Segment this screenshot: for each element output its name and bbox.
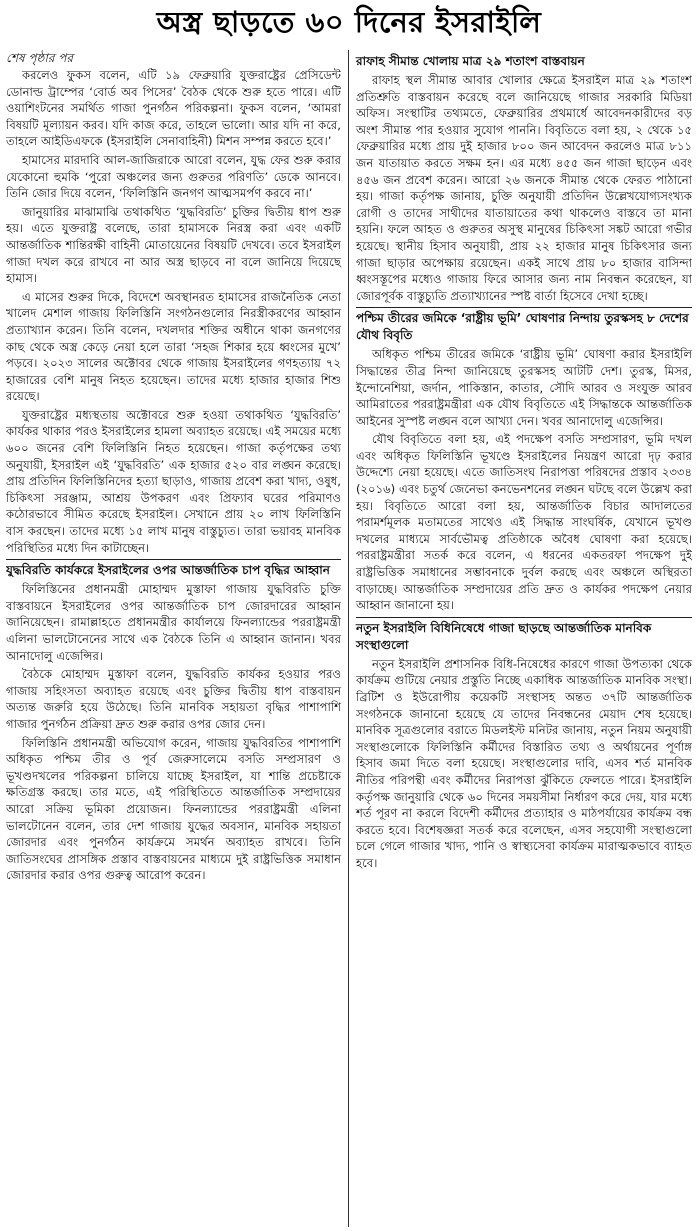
continued-from-label: শেষ পৃষ্ঠার পর: [6, 51, 74, 65]
paragraph: হামাসের মারদাবি আল-জাজিরাকে আরো বলেন, যুদ্ধ ফের শুরু করার যেকোনো হুমকি ‘পুরো অঞ্চলের জন্য গুরুতর পরিণতি’ ডেকে আনবে। তিনি জোর দিয়ে বলেন, ‘ফিলিস্তিনি জনগণ আত্মসমর্পণ করবে না।’: [6, 152, 341, 201]
paragraph: এ মাসের শুরুর দিকে, বিদেশে অবস্থানরত হামাসের রাজনৈতিক নেতা খালেদ মেশাল গাজায় ফিলিস্তিনি সংগঠনগুলোর নিরস্ত্রীকরণের আহ্বান প্রত্যাখ্যান করেন। তিনি বলেন, দখলদার শক্তির অধীনে থাকা জনগণের কাছ থেকে অস্ত্র কেড়ে নেয়া হলে তারা ‘সহজ শিকার হয়ে ধ্বংসের মুখে’ পড়বে। ২০২৩ সালের অক্টোবর থেকে গাজায় ইসরাইলের গণহত্যায় ৭২ হাজারের বেশি মানুষ নিহত হয়েছেন। তাদের মধ্যে হাজার হাজার শিশু রয়েছে।: [6, 289, 341, 404]
paragraph: ফিলিস্তিনের প্রধানমন্ত্রী মোহাম্মদ মুস্তাফা গাজায় যুদ্ধবিরতি চুক্তি বাস্তবায়নে ইসরাইলের ওপর আন্তর্জাতিক চাপ জোরদারের আহ্বান জানিয়েছেন। রামাল্লাহতে প্রধানমন্ত্রীর কার্যালয়ে ফিনল্যান্ডের পররাষ্ট্রমন্ত্রী এলিনা ভালটোনেনের সাথে এক বৈঠকে তিনি এ আহ্বান জানান। খবর আনাদোলু এজেন্সির।: [6, 582, 341, 663]
paragraph: রাফাহ স্থল সীমান্ত আবার খোলার ক্ষেত্রে ইসরাইল মাত্র ২৯ শতাংশ প্রতিশ্রুতি বাস্তবায়ন করেছে বলে জানিয়েছে গাজার সরকারি মিডিয়া অফিস। সংস্থাটির তথ্যমতে, ফেব্রুয়ারির প্রথমার্ধে আবেদনকারীদের বড় অংশ সীমান্ত পার হওয়ার সুযোগ পাননি। বিবৃতিতে বলা হয়, ২ থেকে ১৫ ফেব্রুয়ারির মধ্যে প্রায় দুই হাজার ৮০০ জন আবেদন করলেও মাত্র ৮১১ জন যাতায়াত করতে সক্ষম হন। এর মধ্যে ৪৫৫ জন গাজা ছাড়েন এবং ৪৫৬ জন প্রবেশ করেন। আরো ২৬ জনকে সীমান্ত থেকে ফেরত পাঠানো হয়। গাজা কর্তৃপক্ষ জানায়, চুক্তি অনুযায়ী প্রতিদিন উল্লেখযোগ্যসংখ্যক রোগী ও তাদের সাথীদের যাতায়াতের কথা থাকলেও বাস্তবে তা মানা হয়নি। ফলে আহত ও গুরুতর অসুস্থ মানুষের চিকিৎসা সঙ্কট আরো গভীর হয়েছে। স্থানীয় হিসাব অনুযায়ী, প্রায় ২২ হাজার মানুষ চিকিৎসার জন্য গাজা ছাড়ার অপেক্ষায় রয়েছেন। একই সাথে প্রায় ৮০ হাজার বাসিন্দা ধ্বংসস্তূপের মধ্যেও গাজায় ফিরে আসার জন্য নাম নিবন্ধন করেছেন, যা জোরপূর্বক বাস্তুচ্যুতি প্রত্যাখ্যানের স্পষ্ট বার্তা হিসেবে দেখা হচ্ছে।: [356, 73, 692, 303]
paragraph: জানুয়ারির মাঝামাঝি তথাকথিত ‘যুদ্ধবিরতি’ চুক্তির দ্বিতীয় ধাপ শুরু হয়। এতে যুক্তরাষ্ট্র বলেছে, তারা হামাসকে নিরস্ত্র করা এবং একটি আন্তর্জাতিক শান্তিরক্ষী বাহিনী মোতায়েনের বিষয়টি দেখবে। তবে ইসরাইল গাজা দখল করে রাখবে না আর অস্ত্র ছাড়বে না বলে জানিয়ে দিয়েছে হামাস।: [6, 204, 341, 286]
paragraph: অধিকৃত পশ্চিম তীরের জমিকে ‘রাষ্ট্রীয় ভূমি’ ঘোষণা করার ইসরাইলি সিদ্ধান্তের তীব্র নিন্দা জানিয়েছে তুরস্কসহ আটটি দেশ। তুরস্ক, মিসর, ইন্দোনেশিয়া, জর্দান, পাকিস্তান, কাতার, সৌদি আরব ও সংযুক্ত আরব আমিরাতের পররাষ্ট্রমন্ত্রীরা এক যৌথ বিবৃতিতে এই সিদ্ধান্তকে আন্তর্জাতিক আইনের সুস্পষ্ট লঙ্ঘন বলে আখ্যা দেন। খবর আনাদোলু এজেন্সির।: [356, 347, 692, 428]
paragraph: যুক্তরাষ্ট্রের মধ্যস্থতায় অক্টোবরে শুরু হওয়া তথাকথিত ‘যুদ্ধবিরতি’ কার্যকর থাকার পরও ইসরাইলের হামলা অব্যাহত রয়েছে। এই সময়ের মধ্যে ৬০০ জনের বেশি ফিলিস্তিনি নিহত হয়েছেন। গাজা কর্তৃপক্ষের তথ্য অনুযায়ী, ইসরাইল এই ‘যুদ্ধবিরতি’ এক হাজার ৫২০ বার লঙ্ঘন করেছে। প্রায় প্রতিদিন ফিলিস্তিনিদের হত্যা ছাড়াও, গাজায় প্রবেশ করা খাদ্য, ওষুধ, চিকিৎসা সরঞ্জাম, আশ্রয় উপকরণ এবং প্রিফ্যাব ঘরের পরিমাণও কঠোরভাবে সীমিত করেছে ইসরাইল। সেখানে প্রায় ২০ লাখ ফিলিস্তিনি বাস করছেন। তাদের মধ্যে ১৫ লাখ মানুষ বাস্তুচ্যুত। তারা ভয়াবহ মানবিক পরিস্থিতির মধ্যে দিন কাটাচ্ছেন।: [6, 407, 341, 555]
paragraph: বৈঠকে মোহাম্মদ মুস্তাফা বলেন, যুদ্ধবিরতি কার্যকর হওয়ার পরও গাজায় সহিংসতা অব্যাহত রয়েছে এবং চুক্তির দ্বিতীয় ধাপ বাস্তবায়ন অত্যন্ত জরুরি হয়ে উঠেছে। তিনি মানবিক সহায়তা বৃদ্ধির পাশাপাশি গাজার পুনর্গঠন প্রক্রিয়া দ্রুত শুরু করার ওপর জোর দেন।: [6, 667, 341, 731]
subheading: নতুন ইসরাইলি বিধিনিষেধে গাজা ছাড়ছে আন্তর্জাতিক মানবিক সংস্থাগুলো: [356, 617, 692, 654]
right-column: [349, 50, 692, 1227]
paragraph: করলেও ফুকস বলেন, এটি ১৯ ফেব্রুয়ারি যুক্তরাষ্ট্রের প্রেসিডেন্ট ডোনাল্ড ট্রাম্পের ‘বোর্ড অব পিসের’ বৈঠক থেকে শুরু হতে পারে। এটি ওয়াশিংটনের সমর্থিত গাজা পুনর্গঠন পরিকল্পনা। ফুকস বলেন, ‘আমরা বিষয়টি মূল্যায়ন করব। যদি কাজ করে, তাহলে ভালো। আর যদি না করে, তাহলে আইডিএফকে (ইসরাইলি সেনাবাহিনী) মিশন সম্পন্ন করতে হবে।’: [6, 68, 341, 149]
subheading: রাফাহ সীমান্ত খোলায় মাত্র ২৯ শতাংশ বাস্তবায়ন: [356, 54, 585, 68]
paragraph: যৌথ বিবৃতিতে বলা হয়, এই পদক্ষেপ বসতি সম্প্রসারণ, ভূমি দখল এবং অধিকৃত ফিলিস্তিনি ভূখণ্ডে ইসরাইলের নিয়ন্ত্রণ আরো দৃঢ় করার উদ্দেশ্যে নেয়া হয়েছে। এতে জাতিসংঘ নিরাপত্তা পরিষদের প্রস্তাব ২৩৩৪ (২০১৬) এবং চতুর্থ জেনেভা কনভেনশনের লঙ্ঘন ঘটছে বলে উল্লেখ করা হয়। বিবৃতিতে আরো বলা হয়, আন্তর্জাতিক বিচার আদালতের পরামর্শমূলক মতামতের সাথেও এই সিদ্ধান্ত সাংঘর্ষিক, যেখানে ভূখণ্ড দখলের মাধ্যমে সার্বভৌমত্ব প্রতিষ্ঠাকে অবৈধ ঘোষণা করা হয়েছে। পররাষ্ট্রমন্ত্রীরা সতর্ক করে বলেন, এ ধরনের একতরফা পদক্ষেপ দুই রাষ্ট্রভিত্তিক সমাধানের সম্ভাবনাকে দুর্বল করছে এবং অঞ্চলে অস্থিরতা বাড়াচ্ছে। আন্তর্জাতিক সম্প্রদায়ের প্রতি দ্রুত ও কার্যকর পদক্ষেপ নেয়ার আহ্বান জানানো হয়।: [356, 432, 692, 613]
paragraph: নতুন ইসরাইলি প্রশাসনিক বিধি-নিষেধের কারণে গাজা উপত্যকা থেকে কার্যক্রম গুটিয়ে নেয়ার প্রস্তুতি নিচ্ছে একাধিক আন্তর্জাতিক মানবিক সংস্থা। ব্রিটিশ ও ইউরোপীয় কয়েকটি সংস্থাসহ অন্তত ৩৭টি আন্তর্জাতিক সংগঠনকে জানানো হয়েছে যে তাদের নিবন্ধনের মেয়াদ শেষ হয়েছে। মানবিক সূত্রগুলোর বরাতে মিডলইস্ট মনিটর জানায়, নতুন নিয়ম অনুযায়ী সংস্থাগুলোকে ফিলিস্তিনি কর্মীদের বিস্তারিত তথ্য ও অর্থায়নের পূর্ণাঙ্গ হিসাব জমা দিতে বলা হয়েছে। সংস্থাগুলোর দাবি, এসব শর্ত মানবিক নীতির পরিপন্থী এবং কর্মীদের নিরাপত্তা ঝুঁকিতে ফেলতে পারে। ইসরাইলি কর্তৃপক্ষ জানুয়ারি থেকে ৬০ দিনের সময়সীমা নির্ধারণ করে দেয়, যার মধ্যে শর্ত পূরণ না করলে বিদেশী কর্মীদের প্রত্যাহার ও মাঠপর্যায়ের কার্যক্রম বন্ধ করতে হবে। বিশেষজ্ঞরা সতর্ক করে বলেছেন, এসব সহযোগী সংস্থাগুলো চলে গেলে গাজার খাদ্য, পানি ও স্বাস্থ্যসেবা কার্যক্রম মারাত্মকভাবে ব্যাহত হবে।: [356, 656, 692, 870]
article-columns: [6, 50, 692, 1227]
paragraph: ফিলিস্তিনি প্রধানমন্ত্রী অভিযোগ করেন, গাজায় যুদ্ধবিরতির পাশাপাশি অধিকৃত পশ্চিম তীর ও পূর্ব জেরুসালেমে বসতি সম্প্রসারণ ও ভূখণ্ডদখলের পরিকল্পনা চালিয়ে যাচ্ছে ইসরাইল, যা শান্তি প্রচেষ্টাকে ক্ষতিগ্রস্ত করছে। তার মতে, এই পরিস্থিতিতে আন্তর্জাতিক সম্প্রদায়ের আরো সক্রিয় ভূমিকা প্রয়োজন। ফিনল্যান্ডের পররাষ্ট্রমন্ত্রী এলিনা ভালটোনেন বলেন, তার দেশ গাজায় যুদ্ধের অবসান, মানবিক সহায়তা জোরদার এবং পুনর্গঠন কার্যক্রমে সমর্থন অব্যাহত রাখবে। তিনি জাতিসংঘের প্রাসঙ্গিক প্রস্তাব বাস্তবায়নের মাধ্যমে দুই রাষ্ট্রভিত্তিক সমাধান জোরদার করার ওপর গুরুত্ব আরোপ করেন।: [6, 735, 341, 883]
newspaper-page: [0, 2, 698, 1231]
subheading: পশ্চিম তীরের জমিকে ‘রাষ্ট্রীয় ভূমি’ ঘোষণার নিন্দায় তুরস্কসহ ৮ দেশের যৌথ বিবৃতি: [356, 307, 692, 344]
headline: অস্ত্র ছাড়তে ৬০ দিনের ইসরাইলি: [156, 4, 542, 39]
left-column: [6, 50, 349, 1227]
subheading: যুদ্ধবিরতি কার্যকরে ইসরাইলের ওপর আন্তর্জাতিক চাপ বৃদ্ধির আহ্বান: [6, 559, 341, 579]
